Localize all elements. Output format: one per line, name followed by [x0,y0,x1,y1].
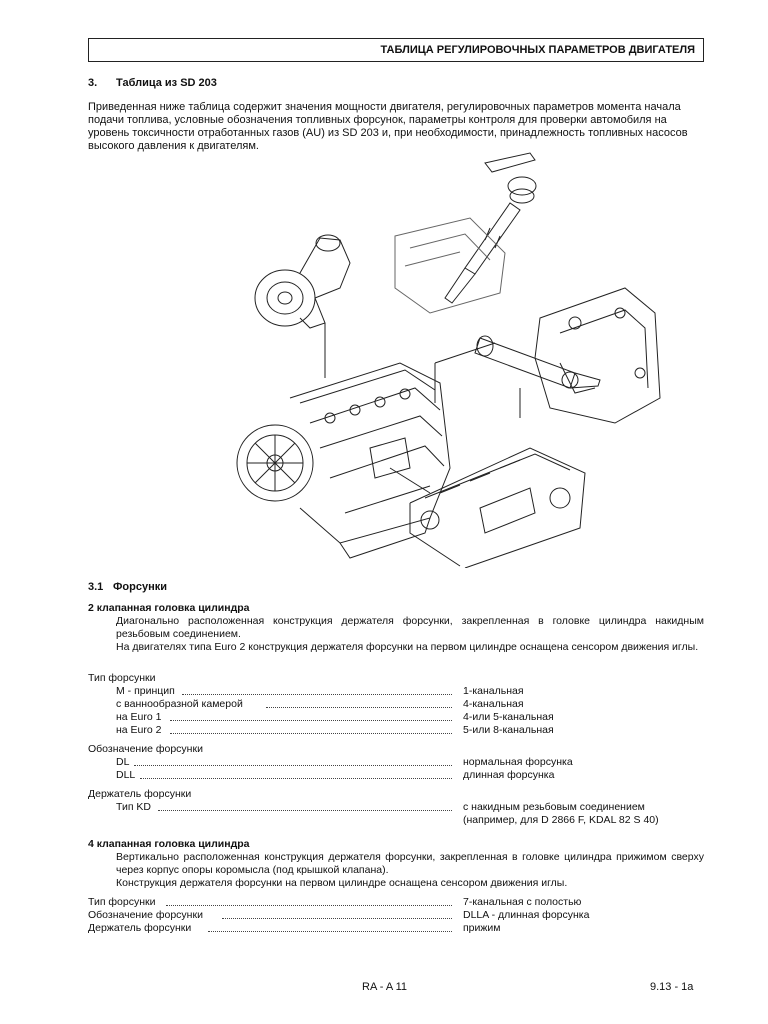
section-number: 3. [88,77,98,89]
four-valve-desc-2: Конструкция держателя форсунки на первом цилиндре оснащена сенсором движения иглы. [116,877,568,889]
holder-type-example: (например, для D 2866 F, KDAL 82 S 40) [463,814,659,826]
list-item-value: длинная форсунка [463,769,555,781]
designation-label: Обозначение форсунки [88,743,203,755]
list-item-value: 1-канальная [463,685,524,697]
dot-leader [182,694,452,695]
subsection-number: 3.1 [88,581,104,593]
rocker-housing-drawing [535,288,660,423]
four-valve-desc-1: Вертикально расположенная конструкция держателя форсунки, закрепленная в головке цилиндра прижимом сверху через корпус опоры коромысла (под крышкой клапана). [116,851,704,876]
list-item-label: Тип форсунки [88,896,156,908]
list-item-label: Держатель форсунки [88,922,192,934]
nozzle-type-label: Тип форсунки [88,672,156,684]
dot-leader [170,733,452,734]
list-item-value: 4-канальная [463,698,524,710]
list-item-value: DLLA - длинная форсунка [463,909,590,921]
injector-top-drawing [445,153,536,303]
page-header [88,38,704,62]
list-item-label: M - принцип [116,685,175,697]
footer-page-number: 9.13 - 1a [650,981,694,993]
list-item-value: 4-или 5-канальная [463,711,554,723]
injection-pump-drawing [410,448,585,568]
intro-paragraph: Приведенная ниже таблица содержит значения мощности двигателя, регулировочных параметров момента начала подачи топлива, условные обозначения топливных форсунок, параметры контроля для проверки автомобиля на уровень токсичности отработанных газов (AU) из SD 203 и, при необходимости, принадлежность топливных насосов высокого давления к двигателям. [88,101,688,152]
list-item-label: DLL [116,769,136,781]
holder-type-value: с накидным резьбовым соединением [463,801,645,813]
dot-leader [140,778,452,779]
subsection-title: Форсунки [113,581,167,593]
footer-page-code: RA - A 11 [362,981,408,993]
holder-label: Держатель форсунки [88,788,192,800]
two-valve-desc-1: Диагонально расположенная конструкция держателя форсунки, закрепленная в головке цилиндра накидным резьбовым соединением. [116,615,704,640]
engine-block-drawing [237,363,450,558]
list-item-label: с ваннообразной камерой [116,698,243,710]
list-item-label: DL [116,756,130,768]
engine-illustration [230,148,670,568]
list-item-value: нормальная форсунка [463,756,573,768]
two-valve-desc-2: На двигателях типа Euro 2 конструкция держателя форсунки на первом цилиндре оснащена сенсором движения иглы. [116,641,699,653]
dot-leader [158,810,452,811]
list-item-value: прижим [463,922,501,934]
four-valve-heading: 4 клапанная головка цилиндра [88,838,250,850]
turbocharger-drawing [255,235,350,328]
list-item-label: на Euro 1 [116,711,162,723]
dot-leader [134,765,452,766]
dot-leader [166,905,452,906]
list-item-value: 5-или 8-канальная [463,724,554,736]
dot-leader [266,707,452,708]
section-title: Таблица из SD 203 [116,77,217,89]
list-item-label: Обозначение форсунки [88,909,203,921]
list-item-label: на Euro 2 [116,724,162,736]
holder-type-label: Тип KD [116,801,152,813]
two-valve-heading: 2 клапанная головка цилиндра [88,602,250,614]
dot-leader [170,720,452,721]
dot-leader [222,918,452,919]
dot-leader [208,931,452,932]
page-title: ТАБЛИЦА РЕГУЛИРОВОЧНЫХ ПАРАМЕТРОВ ДВИГАТЕЛЯ [380,44,695,56]
list-item-value: 7-канальная с полостью [463,896,582,908]
